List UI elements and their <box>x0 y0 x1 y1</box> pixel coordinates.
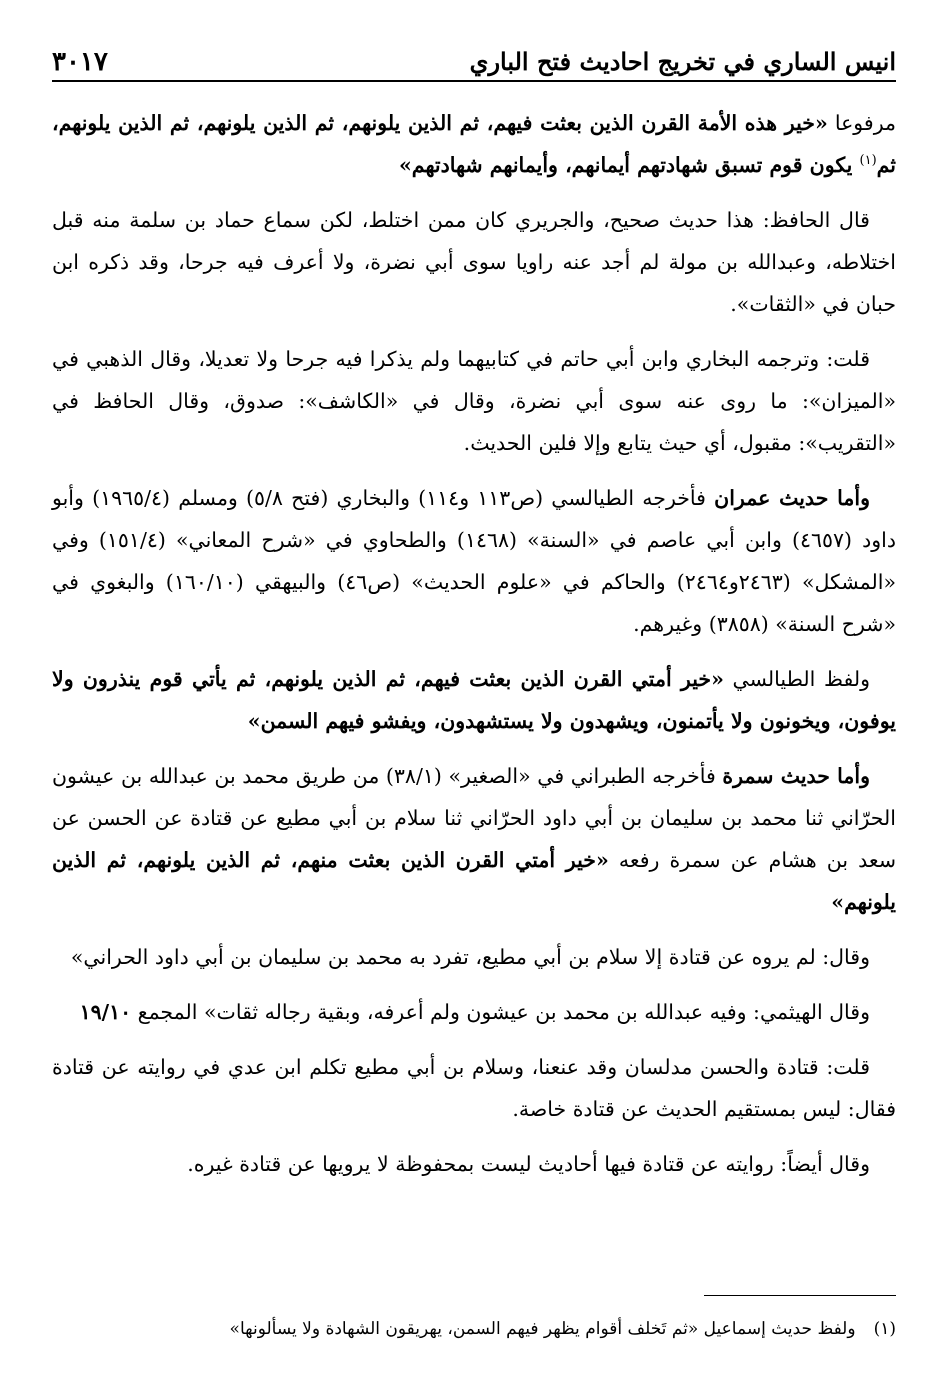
page <box>52 42 896 1362</box>
footnote-marker[interactable]: (١) <box>859 153 877 169</box>
paragraph-imran-hadith <box>52 477 896 645</box>
tayalisi-quote: «خير أمتي القرن الذين بعثت فيهم، ثم الذين يلونهم، ثم يأتي قوم ينذرون ولا يوفون، ويخونون ولا يأتمنون، ويشهدون ولا يستشهدون، ويفشو فيهم السمن» <box>52 667 896 733</box>
book-title: انيس الساري في تخريج احاديث فتح الباري <box>469 47 896 76</box>
paragraph-tayalisi-wording <box>52 658 896 742</box>
section-heading-imran: وأما حديث عمران <box>714 486 870 510</box>
samura-quote: «خير أمتي القرن الذين بعثت منهم، ثم الذين يلونهم، ثم الذين يلونهم» <box>52 848 896 914</box>
paragraph-samura-hadith <box>52 755 896 923</box>
samura-takhrij: فأخرجه الطبراني في «الصغير» (٣٨/١) من طريق محمد بن عبدالله بن عيشون الحرّاني ثنا محمد بن سليمان بن أبي داود الحرّاني ثنا سلام بن أبي مطيع عن قتادة عن الحسن عن سعد بن هشام عن سمرة رفعه <box>52 764 896 872</box>
page-body <box>52 102 896 1185</box>
text-marfuan: مرفوعا <box>827 111 896 135</box>
paragraph-hafiz-comment: قال الحافظ: هذا حديث صحيح، والجريري كان ممن اختلط، لكن سماع حماد بن سلمة منه قبل اختلاطه، وعبدالله بن مولة لم أجد عنه راويا سوى أبي نضرة، ولا أعرف فيه جرحا، وقد ذكره ابن حبان في «الثقات». <box>52 208 896 316</box>
paragraph-qultu: قلت: وترجمه البخاري وابن أبي حاتم في كتابيهما ولم يذكرا فيه جرحا ولا تعديلا، وقال الذهبي في «الميزان»: ما روى عنه سوى أبي نضرة، وقال في «الكاشف»: صدوق، وقال الحافظ في «التقريب»: مقبول، أي حيث يتابع وإلا فلين الحديث. <box>52 347 896 455</box>
hadith-quote-end: يكون قوم تسبق شهادتهم أيمانهم، وأيمانهم شهادتهم» <box>398 153 860 177</box>
section-heading-samura: وأما حديث سمرة <box>722 764 871 788</box>
paragraph-tabarani-comment: وقال: لم يروه عن قتادة إلا سلام بن أبي مطيع، تفرد به محمد بن سليمان بن أبي داود الحراني» <box>70 945 870 969</box>
paragraph-qatada-comment: قلت: قتادة والحسن مدلسان وقد عنعنا، وسلام بن أبي مطيع تكلم ابن عدي في روايته عن قتادة فقال: ليس بمستقيم الحديث عن قتادة خاصة. <box>52 1055 896 1121</box>
footnote-number: (١) <box>873 1319 896 1339</box>
tayalisi-intro: ولفظ الطيالسي <box>723 667 870 691</box>
imran-takhrij: فأخرجه الطيالسي (ص١١٣ و١١٤) والبخاري (فتح ٥/٨) ومسلم (١٩٦٥/٤) وأبو داود (٤٦٥٧) وابن أبي عاصم في «السنة» (١٤٦٨) والطحاوي في «شرح المعاني» (١٥١/٤) وفي «المشكل» (٢٤٦٣و٢٤٦٤) والحاكم في «علوم الحديث» (ص٤٦) والبيهقي (١٦٠/١٠) والبغوي في «شرح السنة» (٣٨٥٨) وغيرهم. <box>52 486 896 636</box>
paragraph-haythami <box>52 991 896 1033</box>
paragraph-hadith-text <box>52 102 896 186</box>
footnote-separator <box>704 1295 896 1296</box>
page-number: ٣٠١٧ <box>52 47 108 77</box>
hadith-quote: «خير هذه الأمة القرن الذين بعثت فيهم، ثم الذين يلونهم، ثم الذين يلونهم، ثم الذين يلونهم، ثم <box>52 111 896 177</box>
footnote <box>52 1314 896 1344</box>
haythami-text: وقال الهيثمي: وفيه عبدالله بن محمد بن عيشون ولم أعرفه، وبقية رجاله ثقات» المجمع <box>131 1000 870 1024</box>
paragraph-ibn-adi: وقال أيضاً: روايته عن قتادة فيها أحاديث ليست بمحفوظة لا يرويها عن قتادة غيره. <box>187 1152 870 1176</box>
majma-reference: ١٩/١٠ <box>79 1000 132 1024</box>
running-header <box>52 42 896 82</box>
footnote-text: ولفظ حديث إسماعيل «ثم تَخلف أقوام يظهر فيهم السمن، يهريقون الشهادة ولا يسألونها» <box>229 1319 856 1339</box>
